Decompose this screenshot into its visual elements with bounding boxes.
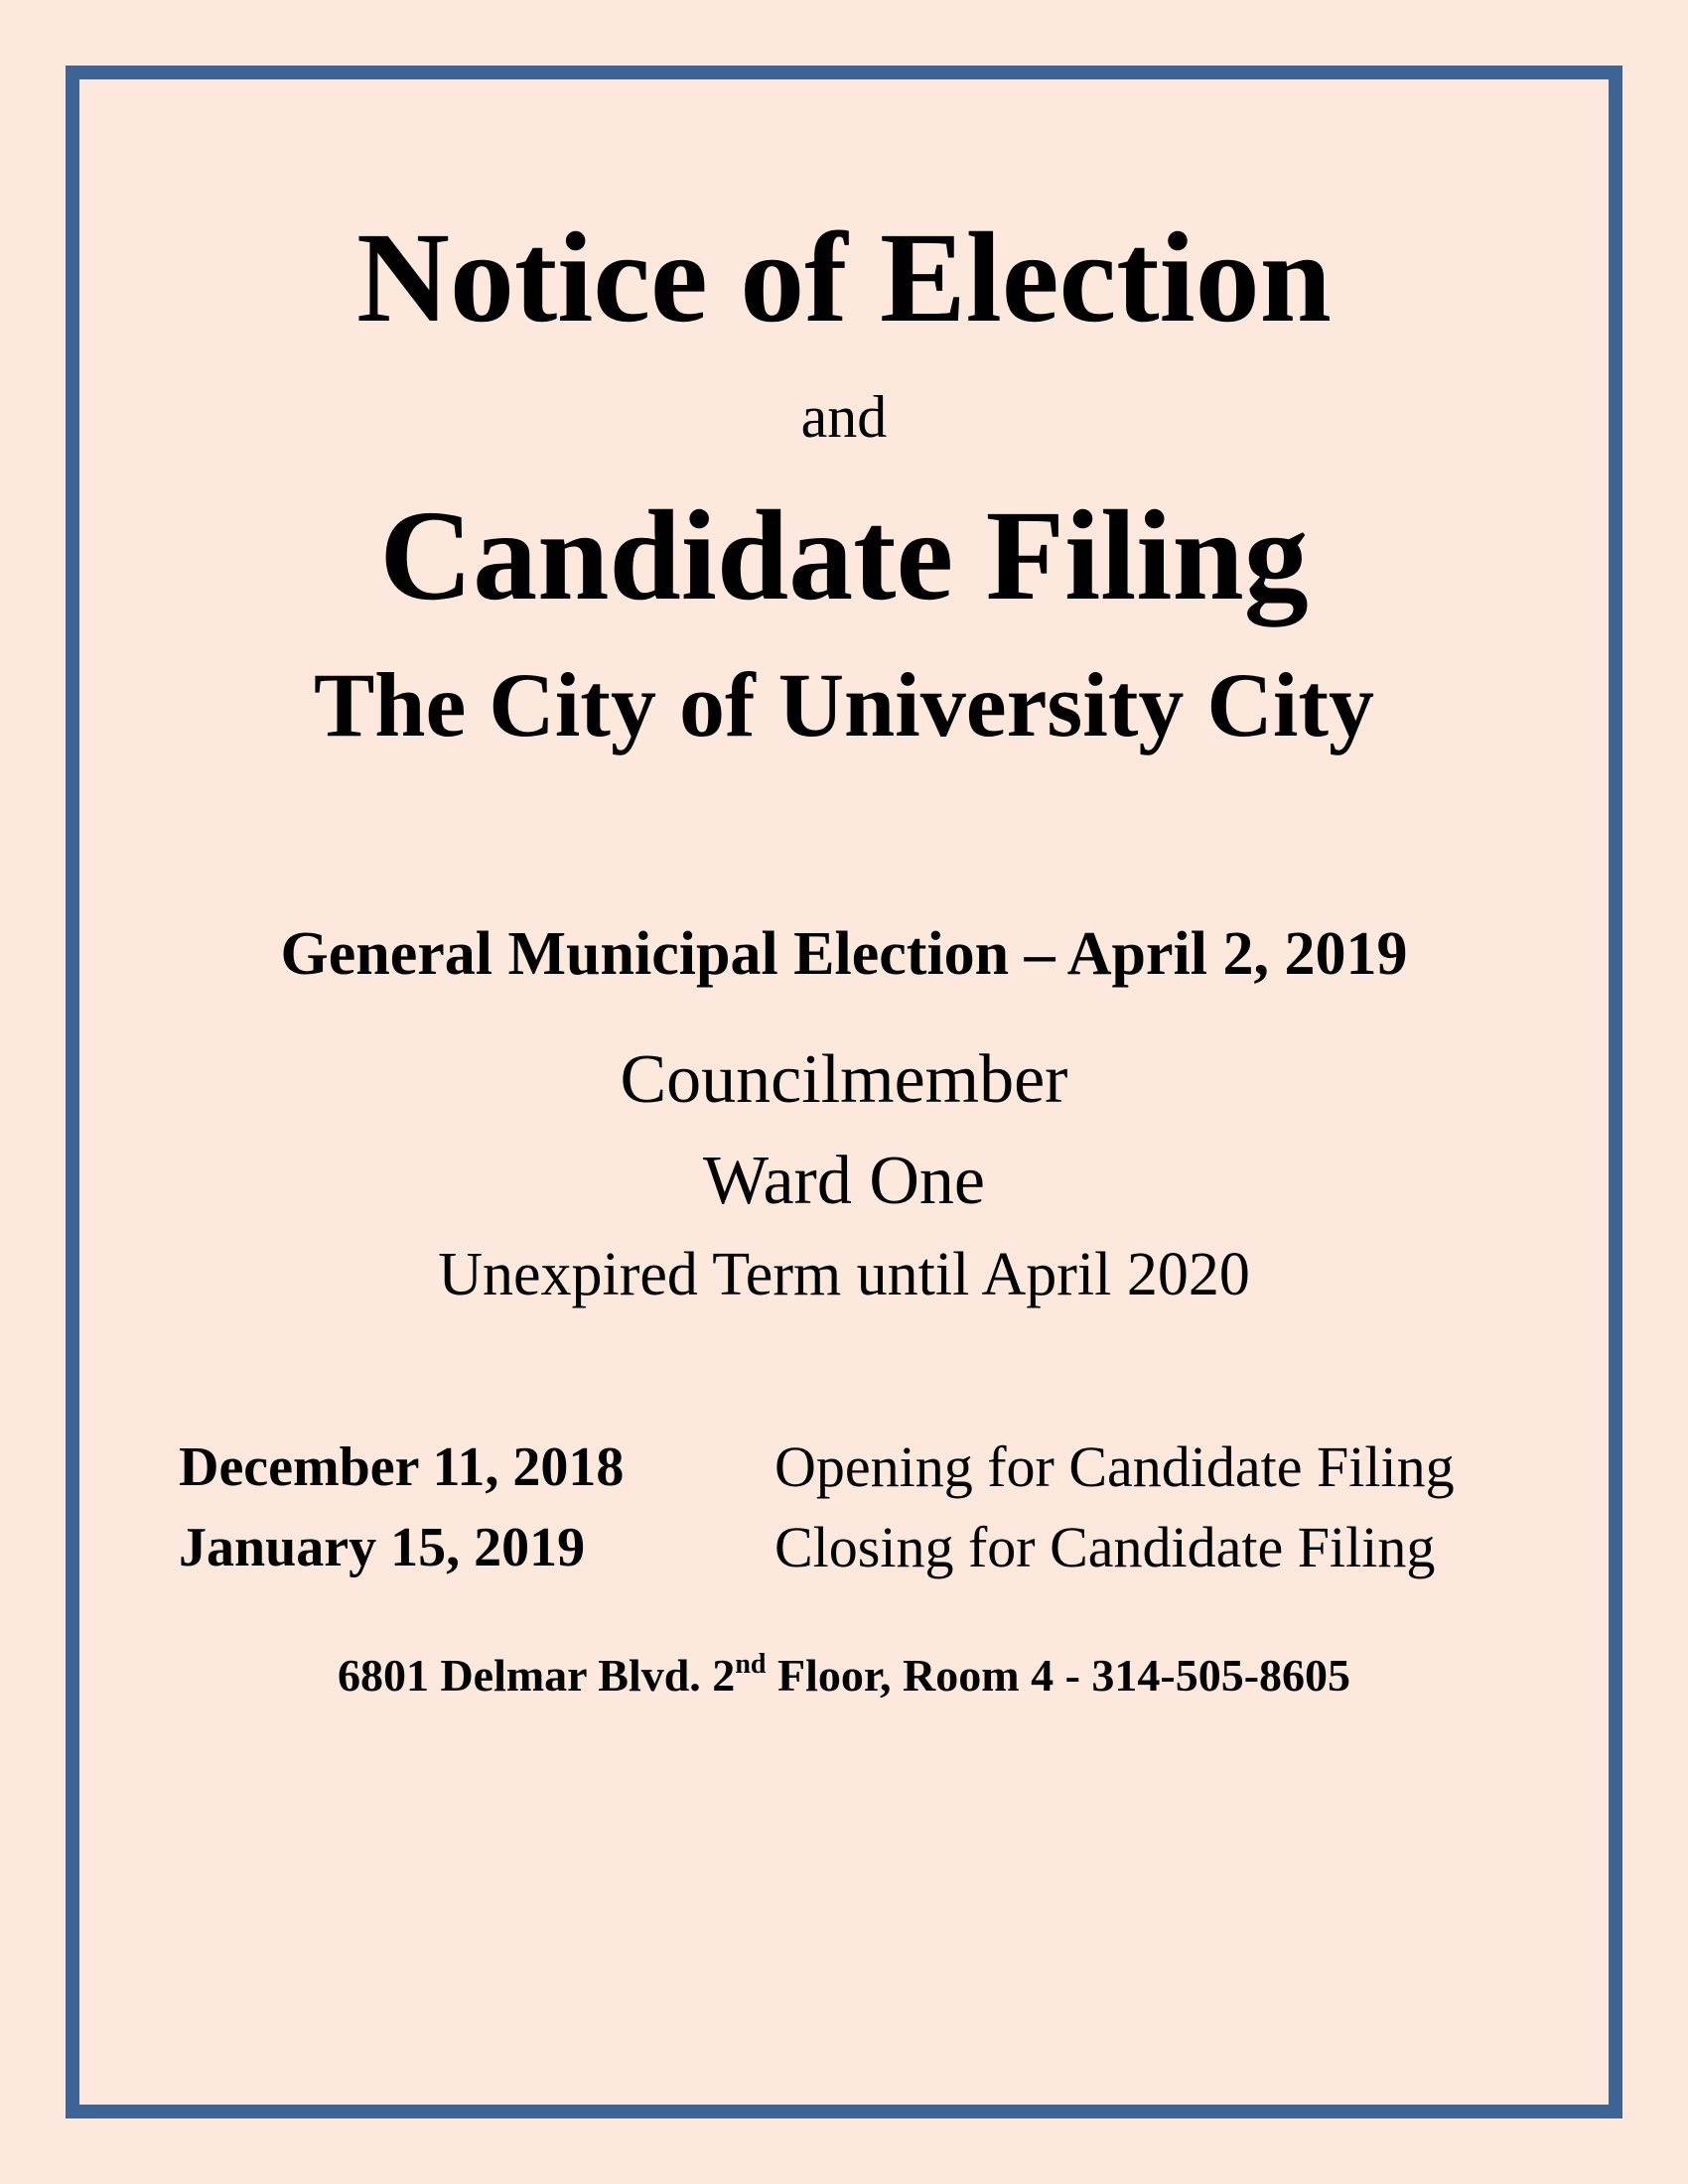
schedule-date: January 15, 2019 (179, 1517, 586, 1578)
title-conjunction: and (800, 384, 888, 450)
notice-subtitle: Candidate Filing (379, 484, 1309, 627)
office-address (0, 1646, 1688, 1706)
schedule-event: Opening for Candidate Filing (774, 1434, 1455, 1499)
address-ordinal-suffix: nd (735, 1649, 767, 1680)
schedule-row-closing (0, 1513, 1688, 1582)
city-name: The City of University City (313, 654, 1375, 755)
address-street: 6801 Delmar Blvd. 2 (337, 1650, 736, 1701)
schedule-row-opening (0, 1433, 1688, 1502)
notice-title: Notice of Election (356, 206, 1332, 349)
office-title: Councilmember (620, 1041, 1068, 1118)
ward-label: Ward One (703, 1143, 985, 1219)
election-heading: General Municipal Election – April 2, 2019 (280, 920, 1408, 988)
schedule-date: December 11, 2018 (179, 1436, 625, 1498)
address-rest: Floor, Room 4 - 314-505-8605 (766, 1650, 1351, 1701)
schedule-event: Closing for Candidate Filing (774, 1515, 1436, 1579)
term-description: Unexpired Term until April 2020 (438, 1241, 1250, 1308)
